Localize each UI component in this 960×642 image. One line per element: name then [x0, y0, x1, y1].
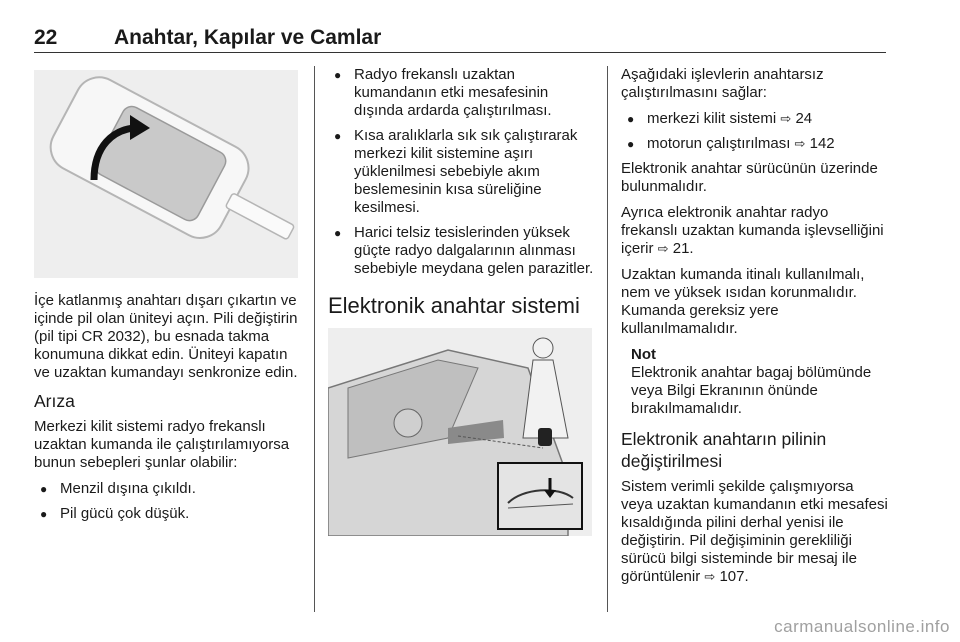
column-divider: [314, 66, 315, 612]
chapter-title: Anahtar, Kapılar ve Camlar: [114, 26, 382, 49]
page-ref-icon: ⇨: [794, 136, 806, 151]
list-item: ● Kısa aralıklarla sık sık çalıştırarak merkezi kilit sistemine aşırı yüklenilmesi sebebiyle akım beslemesinin kısa süreliğine kesilmesi.: [328, 127, 594, 217]
section-heading: Elektronik anahtar sistemi: [328, 293, 580, 318]
page-reference[interactable]: 21.: [672, 240, 694, 257]
paragraph: Uzaktan kumanda itinalı kullanılmalı, nem ve yüksek ısıdan korunmalıdır. Kumanda gereksiz yere kullanılmamalıdır.: [621, 266, 865, 337]
note-text: Elektronik anahtar bagaj bölümünde veya Bilgi Ekranının önünde bırakılmamalıdır.: [631, 364, 872, 417]
page-reference[interactable]: 107.: [719, 568, 749, 585]
paragraph: Ayrıca elektronik anahtar radyo frekanslı uzaktan kumanda işlevselliğini içerir ⇨ 21.: [621, 204, 884, 257]
note-title: Not: [631, 346, 656, 363]
fault-description: Merkezi kilit sistemi radyo frekanslı uzaktan kumanda ile çalıştırılamıyorsa bunun sebepleri şunlar olabilir:: [34, 418, 290, 471]
page-reference[interactable]: 142: [809, 135, 835, 152]
paragraph: Sistem verimli şekilde çalışmıyorsa veya uzaktan kumandanın etki mesafesi kısaldığında pilini derhal yenisi ile değiştirin. Pil değişiminin gerekliliği sürücü bilgi sisteminde bir mesaj ile görüntülenir ⇨ 107.: [621, 478, 888, 585]
column-left: [34, 70, 302, 530]
list-item: ● motorun çalıştırılması ⇨ 142: [621, 135, 889, 153]
fault-heading: Arıza: [34, 391, 75, 411]
page-ref-icon: ⇨: [780, 111, 792, 126]
paragraph: Elektronik anahtar sürücünün üzerinde bulunmalıdır.: [621, 160, 878, 195]
keyless-function-list: [621, 110, 889, 153]
battery-heading: Elektronik anahtarın pilinin değiştirilmesi: [621, 429, 827, 471]
list-item: ● Pil gücü çok düşük.: [34, 505, 302, 523]
column-middle: [328, 66, 594, 536]
keyless-intro: Aşağıdaki işlevlerin anahtarsız çalıştırılmasını sağlar:: [621, 66, 824, 101]
list-item: ● Menzil dışına çıkıldı.: [34, 480, 302, 498]
key-battery-illustration: [34, 70, 298, 278]
keyless-entry-illustration: [328, 328, 592, 536]
car-person-icon: [328, 328, 592, 536]
page-reference[interactable]: 24: [795, 110, 813, 127]
page-ref-icon: ⇨: [657, 241, 669, 256]
fault-cause-list: [34, 480, 302, 523]
note-box: [631, 346, 889, 418]
column-divider: [607, 66, 608, 612]
page-number: 22: [34, 26, 58, 49]
key-fob-icon: [34, 70, 298, 278]
battery-instructions: İçe katlanmış anahtarı dışarı çıkartın ve içinde pil olan üniteyi açın. Pili değiştirin (pil tipi CR 2032), bu esnada takma konumuna dikkat edin. Üniteyi kapatın ve uzaktan kumandayı senkronize edin.: [34, 292, 298, 381]
column-right: [621, 66, 889, 594]
list-item: ● Radyo frekanslı uzaktan kumandanın etki mesafesinin dışında ardarda çalıştırılması.: [328, 66, 594, 120]
page-ref-icon: ⇨: [704, 569, 716, 584]
list-item: ● Harici telsiz tesislerinden yüksek güçte radyo dalgalarının alınması sebebiyle meydana gelen parazitler.: [328, 224, 594, 278]
page-header: [34, 26, 886, 53]
fault-cause-list-continued: [328, 66, 594, 278]
watermark: carmanualsonline.info: [774, 617, 950, 636]
list-item: ● merkezi kilit sistemi ⇨ 24: [621, 110, 889, 128]
